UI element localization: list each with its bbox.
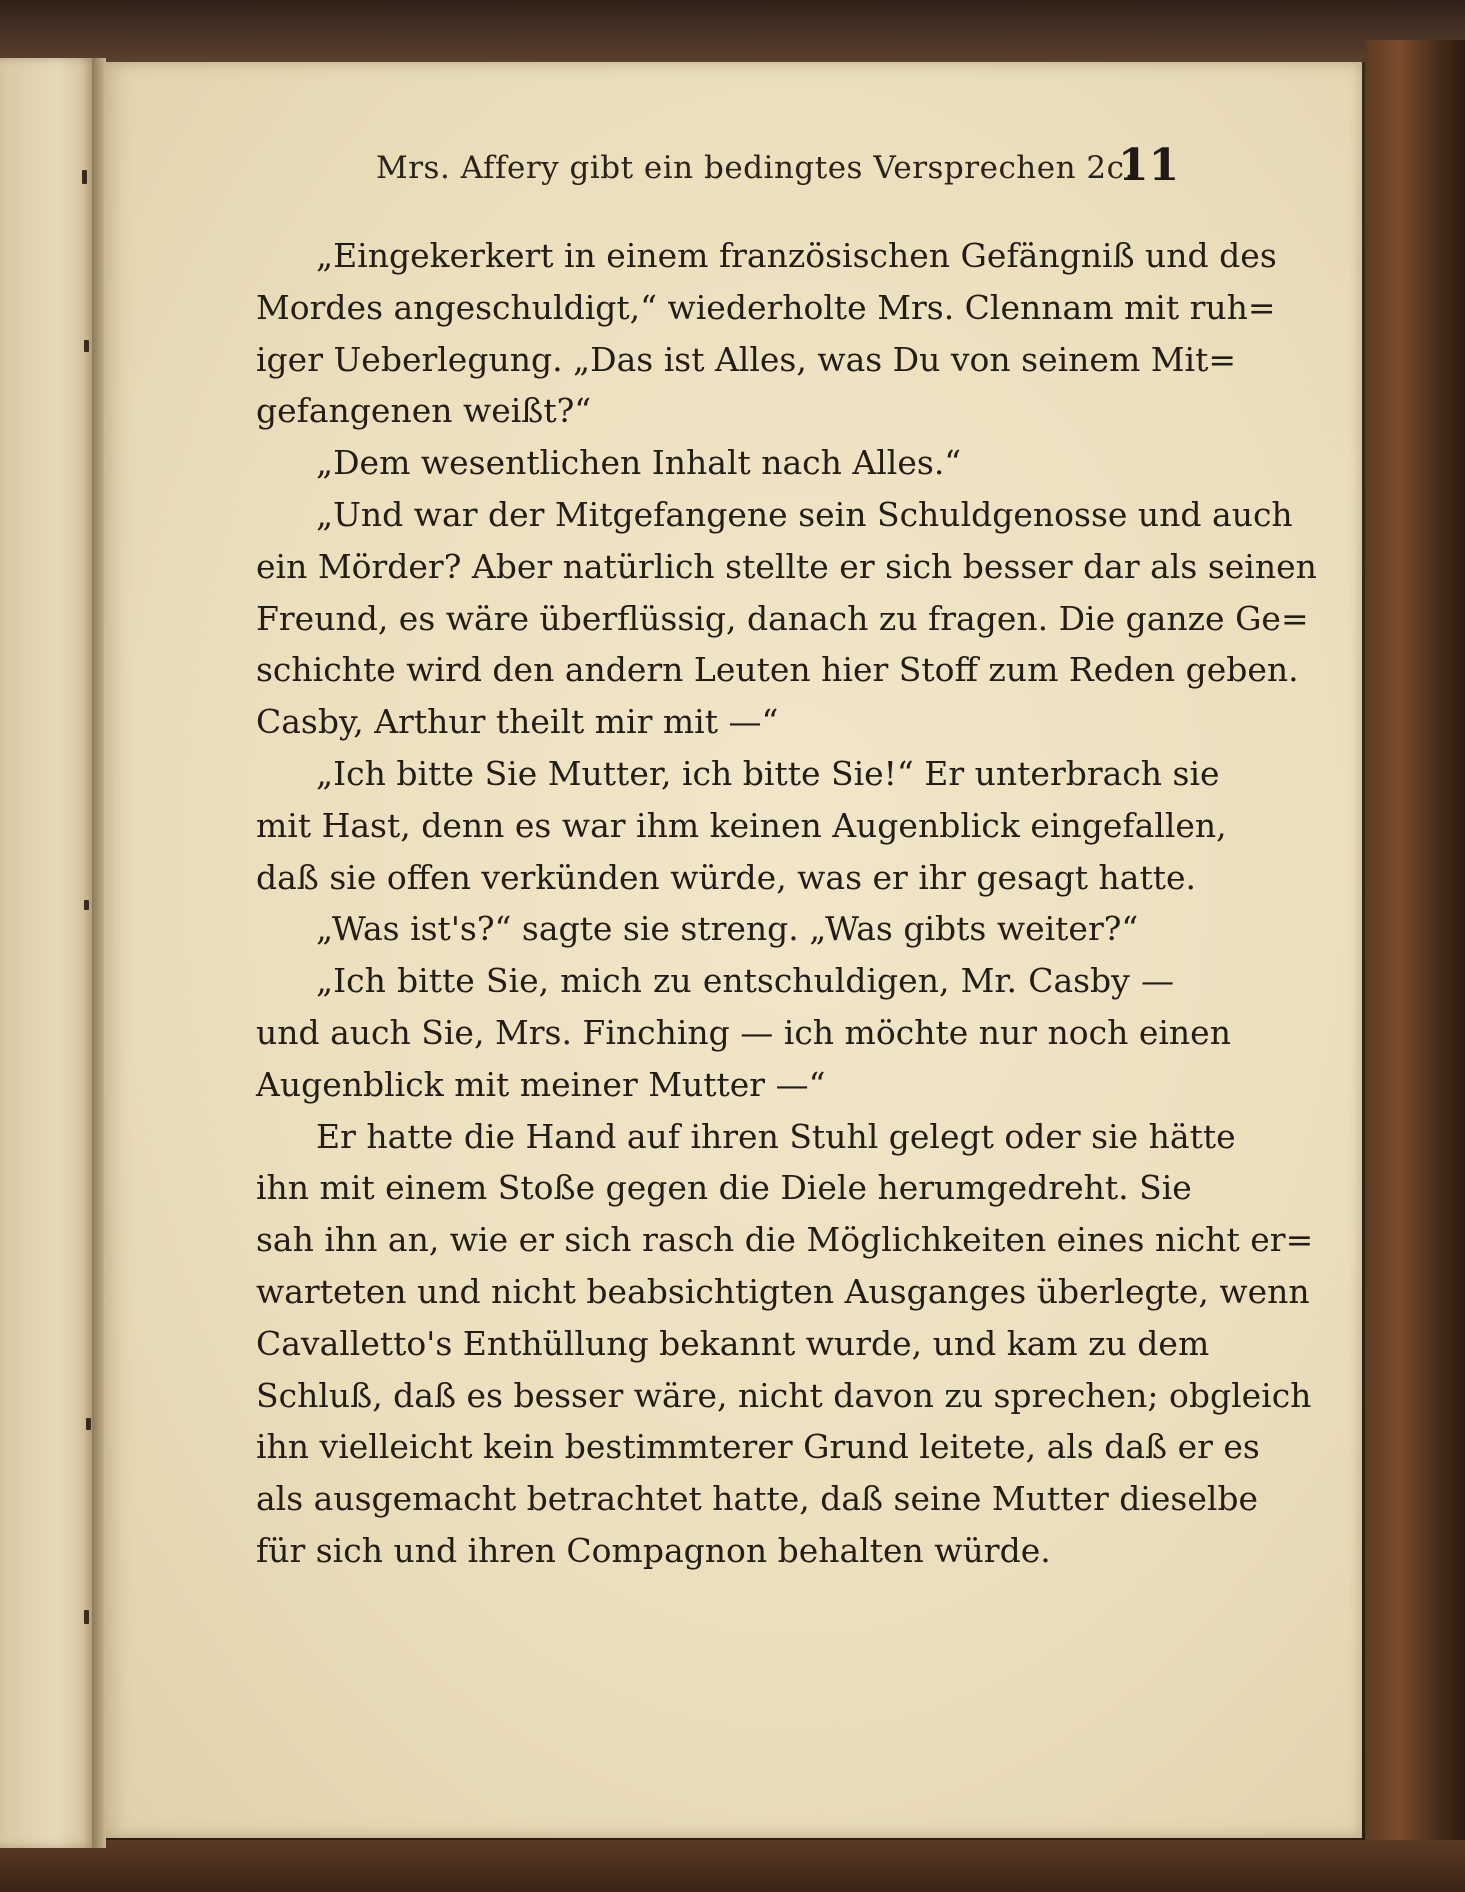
- margin-mark: [82, 170, 87, 184]
- text-line: „Ich bitte Sie Mutter, ich bitte Sie!“ Er unterbrach sie: [316, 753, 1220, 793]
- text-line: ihn vielleicht kein bestimmterer Grund leitete, als daß er es: [256, 1427, 1260, 1467]
- text-line: mit Hast, denn es war ihm keinen Augenblick eingefallen,: [256, 805, 1227, 845]
- text-line: Cavalletto's Enthüllung bekannt wurde, und kam zu dem: [256, 1323, 1210, 1363]
- text-line: für sich und ihren Compagnon behalten würde.: [256, 1530, 1051, 1570]
- text-line: „Und war der Mitgefangene sein Schuldgenosse und auch: [316, 494, 1293, 534]
- text-line: „Dem wesentlichen Inhalt nach Alles.“: [316, 443, 962, 483]
- text-line: Augenblick mit meiner Mutter —“: [256, 1064, 826, 1104]
- text-line: Casby, Arthur theilt mir mit —“: [256, 702, 779, 742]
- page-body-text: [256, 230, 1317, 1577]
- text-line: sah ihn an, wie er sich rasch die Möglichkeiten eines nicht er=: [256, 1220, 1314, 1260]
- book-cover-bottom-edge: [0, 1840, 1465, 1892]
- text-line: gefangenen weißt?“: [256, 391, 592, 431]
- margin-mark: [84, 340, 89, 352]
- running-title: Mrs. Affery gibt ein bedingtes Versprechen 2c.: [376, 150, 1135, 186]
- text-line: Freund, es wäre überflüssig, danach zu fragen. Die ganze Ge=: [256, 598, 1309, 638]
- text-line: Mordes angeschuldigt,“ wiederholte Mrs. Clennam mit ruh=: [256, 287, 1276, 327]
- book-cover-right-edge: [1365, 40, 1465, 1892]
- text-line: iger Ueberlegung. „Das ist Alles, was Du von seinem Mit=: [256, 339, 1236, 379]
- book-cover-top-edge: [0, 0, 1465, 62]
- text-line: Schluß, daß es besser wäre, nicht davon zu sprechen; obgleich: [256, 1375, 1312, 1415]
- text-line: warteten und nicht beabsichtigten Ausganges überlegte, wenn: [256, 1271, 1310, 1311]
- text-line: ihn mit einem Stoße gegen die Diele herumgedreht. Sie: [256, 1168, 1192, 1208]
- text-line: und auch Sie, Mrs. Finching — ich möchte nur noch einen: [256, 1012, 1231, 1052]
- margin-mark: [84, 1610, 89, 1624]
- margin-mark: [84, 900, 89, 910]
- page-number: 11: [1118, 140, 1180, 191]
- text-line: Er hatte die Hand auf ihren Stuhl gelegt oder sie hätte: [316, 1116, 1236, 1156]
- text-line: schichte wird den andern Leuten hier Stoff zum Reden geben.: [256, 650, 1299, 690]
- facing-page-edge: [0, 58, 95, 1848]
- text-line: ein Mörder? Aber natürlich stellte er sich besser dar als seinen: [256, 546, 1317, 586]
- margin-mark: [86, 1418, 91, 1430]
- text-line: als ausgemacht betrachtet hatte, daß seine Mutter dieselbe: [256, 1479, 1259, 1519]
- text-line: „Was ist's?“ sagte sie streng. „Was gibts weiter?“: [316, 909, 1139, 949]
- text-line: „Ich bitte Sie, mich zu entschuldigen, Mr. Casby —: [316, 961, 1174, 1001]
- text-line: „Eingekerkert in einem französischen Gefängniß und des: [316, 236, 1277, 275]
- text-line: daß sie offen verkünden würde, was er ihr gesagt hatte.: [256, 857, 1197, 897]
